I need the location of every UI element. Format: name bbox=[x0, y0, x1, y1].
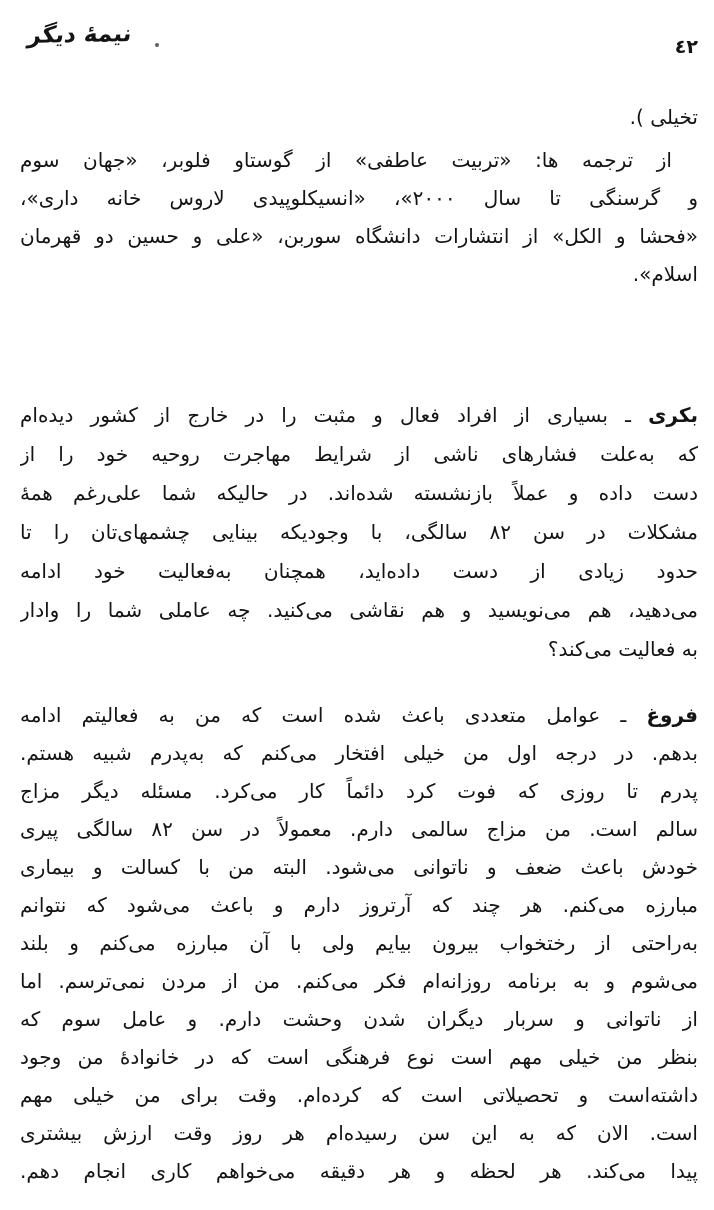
translations-paragraph bbox=[20, 141, 698, 293]
speaker-dash: ـ bbox=[607, 403, 649, 427]
text-line: سالم است. من مزاج سالمی دارم. معمولاً در سن ۸۲ سالگی پیری bbox=[20, 817, 698, 841]
text-line bbox=[20, 396, 698, 435]
text-line: می‌دهید، هم می‌نویسید و هم نقاشی می‌کنید. چه عاملی شما را وادار bbox=[20, 598, 698, 622]
text-line: از ناتوانی و سربار دیگران شدن وحشت دارم. و عامل سوم که bbox=[20, 1007, 698, 1031]
text-line: و گرسنگی تا سال ۲۰۰۰»، «انسیکلوپیدی لاروس خانه داری»، bbox=[20, 186, 698, 210]
text-line: می‌شوم و به برنامه روزانه‌ام فکر می‌کنم. من از مردن نمی‌ترسم. اما bbox=[20, 969, 698, 993]
text-line: به‌راحتی از رختخواب بیرون بیایم ولی با آن مبارزه می‌کنم و بلند bbox=[20, 931, 698, 955]
answer-paragraph bbox=[20, 696, 698, 1190]
interviewer-name: بکری bbox=[648, 403, 698, 427]
text-line: از ترجمه ها: «تربیت عاطفی» از گوستاو فلوبر، «جهان سوم bbox=[20, 148, 672, 172]
text-line: خودش باعث ضعف و ناتوانی می‌شود. البته من با کسالت و بیماری bbox=[20, 855, 698, 879]
text-line: حدود زیادی از دست داده‌اید، همچنان به‌فعالیت خود ادامه bbox=[20, 559, 698, 583]
speaker-dash: ـ bbox=[600, 703, 647, 727]
text-line: پدرم تا روزی که فوت کرد دائماً کار می‌کرد. مسئله دیگر مزاج bbox=[20, 779, 698, 803]
text-line: اسلام». bbox=[632, 262, 698, 286]
text-line: مبارزه می‌کنم. هر چند که آرتروز دارم و باعث می‌شود که نتوانم bbox=[20, 893, 698, 917]
question-first-line: بسیاری از افراد فعال و مثبت را در خارج از کشور دیده‌ام bbox=[20, 403, 608, 427]
text-line bbox=[20, 696, 698, 734]
text-line: بدهم. در درجه اول من خیلی افتخار می‌کنم که به‌پدرم شبیه هستم. bbox=[20, 741, 698, 765]
journal-title: نیمهٔ دیگر bbox=[26, 21, 134, 49]
text-line: به فعالیت می‌کند؟ bbox=[547, 637, 698, 661]
ink-speck bbox=[155, 43, 159, 47]
text-line: «فحشا و الکل» از انتشارات دانشگاه سوربن، «علی و حسین دو قهرمان bbox=[20, 224, 698, 248]
text-line: پیدا می‌کند. هر لحظه و هر دقیقه می‌خواهم کاری انجام دهم. bbox=[20, 1159, 698, 1183]
page-number: ٤٢ bbox=[674, 36, 698, 58]
text-line: داشته‌است و تحصیلاتی است که کرده‌ام. وقت برای من خیلی مهم bbox=[20, 1083, 698, 1107]
answer-first-line: عوامل متعددی‌ باعث شده است که من به فعالیتم ادامه bbox=[20, 703, 601, 727]
text-line: که به‌علت فشارهای ناشی از شرایط مهاجرت روحیه خود را از bbox=[20, 442, 698, 466]
text-line: بنظر من خیلی مهم است نوع فرهنگی است که در خانوادهٔ من وجود bbox=[20, 1045, 698, 1069]
text-line: است. الان که به این سن رسیده‌ام هر روز وقت ارزش بیشتری bbox=[20, 1121, 698, 1145]
question-paragraph bbox=[20, 396, 698, 669]
fragment-line: تخیلی ). bbox=[629, 105, 698, 129]
interviewee-name: فروغ bbox=[646, 703, 698, 727]
text-line: مشکلات در سن ۸۲ سالگی، با وجودیکه بینایی چشمهای‌تان را تا bbox=[20, 520, 698, 544]
text-line: دست داده و عملاً بازنشسته شده‌اند. در حالیکه شما علی‌رغم همهٔ bbox=[20, 481, 698, 505]
